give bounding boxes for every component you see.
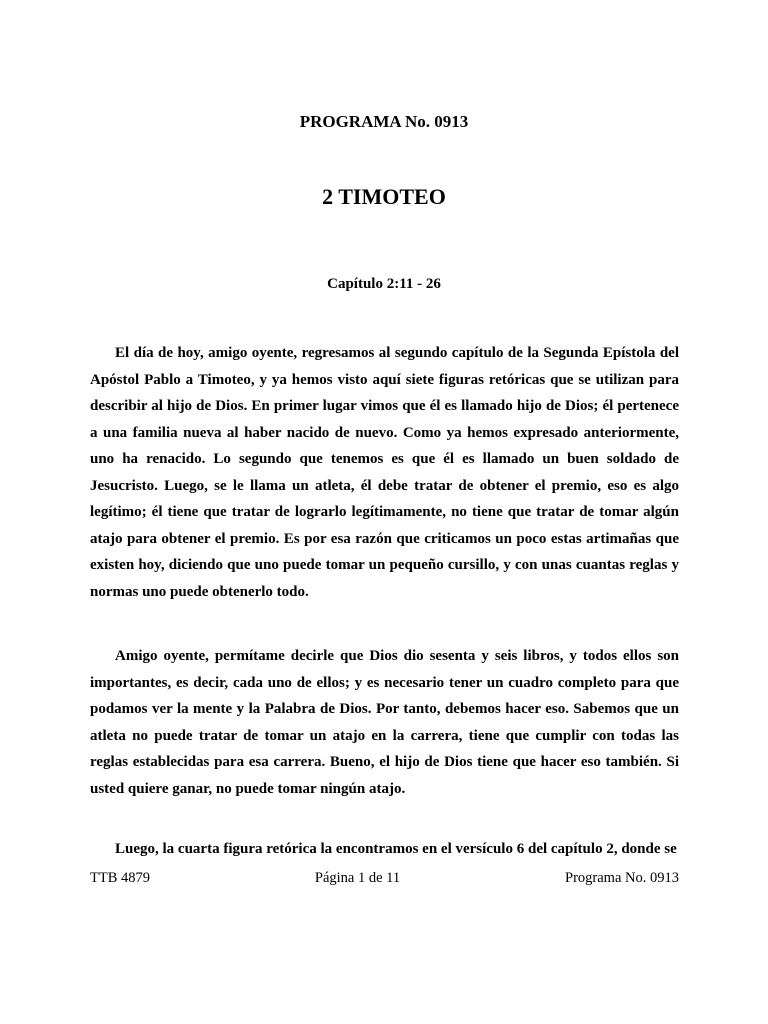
footer-page-number: Página 1 de 11 bbox=[314, 870, 401, 886]
paragraph-text: Luego, la cuarta figura retórica la encontramos en el versículo 6 del capítulo 2, donde se bbox=[115, 841, 677, 857]
paragraph-text: El día de hoy, amigo oyente, regresamos al segundo capítulo de la Segunda Epístola del Apóstol Pablo a Timoteo, y ya hemos visto aquí siete figuras retóricas que se utilizan para describir al hijo de Dios. En primer lugar vimos que él es llamado hijo de Dios; él pertenece a una familia nueva al haber nacido de nuevo. Como ya hemos expresado anteriormente, uno ha renacido. Lo segundo que tenemos es que él es llamado un buen soldado de Jesucristo. Luego, se le llama un atleta, él debe tratar de obtener el premio, eso es algo legítimo; él tiene que tratar de lograrlo legítimamente, no tiene que tratar de tomar algún atajo para obtener el premio. Es por esa razón que criticamos un poco estas artimañas que existen hoy, diciendo que uno puede tomar un pequeño cursillo, y con unas cuantas reglas y normas uno puede obtenerlo todo. bbox=[90, 345, 679, 600]
footer-right: Programa No. 0913 bbox=[565, 870, 679, 886]
chapter-heading: Capítulo 2:11 - 26 bbox=[327, 276, 441, 292]
book-title: 2 TIMOTEO bbox=[322, 184, 446, 209]
paragraph-text: Amigo oyente, permítame decirle que Dios dio sesenta y seis libros, y todos ellos son importantes, es decir, cada uno de ellos; y es necesario tener un cuadro completo para que podamos ver la mente y la Palabra de Dios. Por tanto, debemos hacer eso. Sabemos que un atleta no puede tratar de tomar un atajo en la carrera, tiene que cumplir con todas las reglas establecidas para esa carrera. Bueno, el hijo de Dios tiene que hacer eso también. Si usted quiere ganar, no puede tomar ningún atajo. bbox=[90, 648, 679, 797]
page-footer bbox=[90, 870, 679, 887]
paragraph-2 bbox=[90, 643, 679, 802]
footer-left: TTB 4879 bbox=[90, 870, 151, 886]
program-number-heading: PROGRAMA No. 0913 bbox=[299, 112, 469, 131]
paragraph-3 bbox=[90, 836, 679, 863]
paragraph-1 bbox=[90, 340, 679, 605]
